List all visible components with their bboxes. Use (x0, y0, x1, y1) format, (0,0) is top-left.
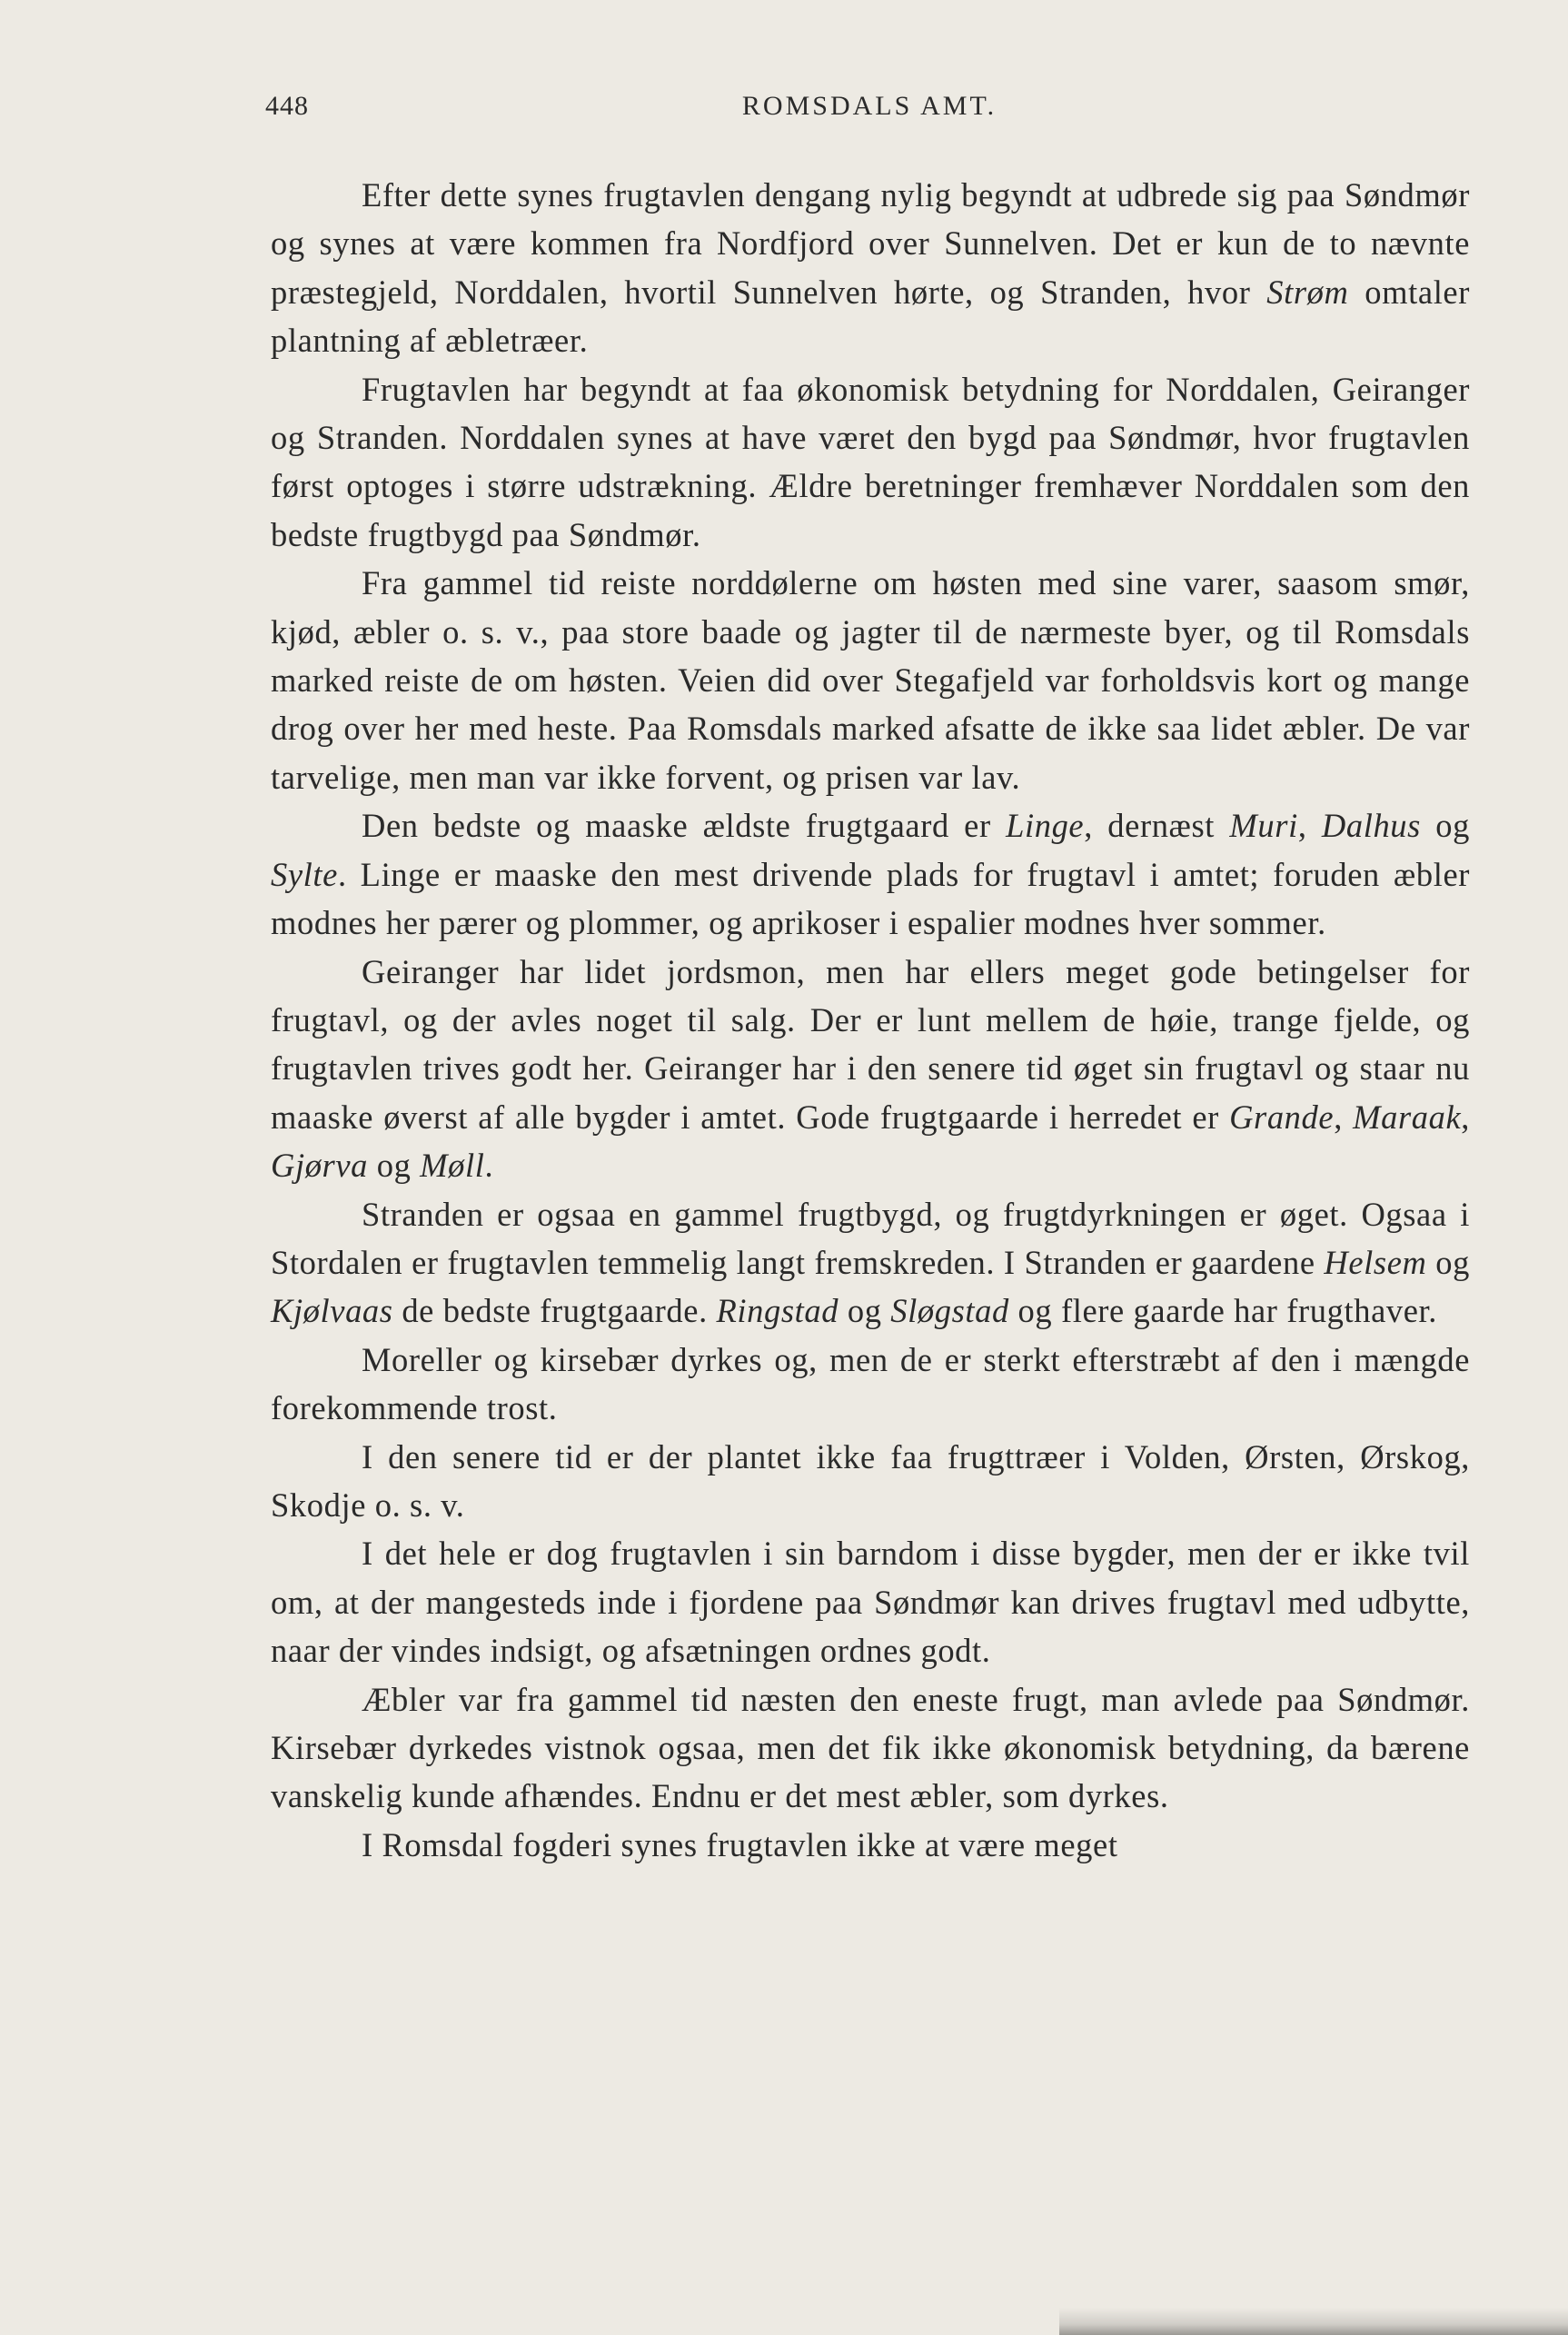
paragraph-text: Efter dette synes frugtavlen dengang nylig begyndt at udbrede sig paa Søndmør og synes at være kommen fra Nordfjord over Sunnelven. Det er kun de to nævnte præstegjeld, Norddalen, hvortil Sunnelven hørte, og Stranden, hvor (271, 176, 1470, 311)
paragraph-text: Moreller og kirsebær dyrkes og, men de er sterkt efterstræbt af den i mængde forekommende trost. (271, 1340, 1470, 1427)
paragraph-text: Geiranger har lidet jordsmon, men har ellers meget gode betingelser for frugtavl, og der avles noget til salg. Der er lunt mellem de høie, trange fjelde, og frugtavlen trives godt her. Geiranger har i den senere tid øget sin frugtavl og staar nu maaske øverst af alle bygder i amtet. Gode frugtgaarde i herredet er (271, 952, 1470, 1136)
paragraph-text: , (1297, 807, 1322, 845)
paragraph-text: og (1420, 807, 1470, 845)
paragraph-text: og (839, 1292, 891, 1330)
paragraph-text: omtaler plantning af æbletræer. (271, 273, 1470, 360)
farm-name: Gjørva (271, 1147, 369, 1185)
farm-name: Møll (420, 1147, 485, 1185)
paragraph-text: Den bedste og maaske ældste frugtgaard er (362, 807, 1007, 845)
farm-name: Sløgstad (890, 1292, 1009, 1330)
farm-name: Sylte (271, 855, 338, 893)
paragraph-text: og flere gaarde har frugthaver. (1008, 1292, 1437, 1330)
paragraph-10 (271, 1675, 1470, 1821)
paragraph-text: , (1334, 1098, 1354, 1136)
paragraph-1 (271, 171, 1470, 365)
paragraph-text: Æbler var fra gammel tid næsten den eneste frugt, man avlede paa Søndmør. Kirsebær dyrkedes vistnok ogsaa, men det fik ikke økonomisk betydning, da bærene vanskelig kunde afhændes. Endnu er det mest æbler, som dyrkes. (271, 1680, 1470, 1815)
italic-name: Strøm (1266, 273, 1349, 311)
paragraph-text: Stranden er ogsaa en gammel frugtbygd, og frugtdyrkningen er øget. Ogsaa i Stordalen er frugtavlen temmelig langt fremskreden. I Stranden er gaardene (271, 1195, 1470, 1281)
farm-name: Linge (1006, 807, 1085, 845)
farm-name: Grande (1229, 1098, 1335, 1136)
paragraph-text: , dernæst (1084, 807, 1230, 845)
paragraph-text: og (1426, 1243, 1470, 1281)
farm-name: Ringstad (716, 1292, 839, 1330)
running-head (265, 91, 1474, 127)
farm-name: Dalhus (1321, 807, 1421, 845)
farm-name: Maraak (1353, 1098, 1462, 1136)
paragraph-2 (271, 365, 1470, 560)
paragraph-text: . (484, 1147, 494, 1185)
paragraph-text: I Romsdal fogderi synes frugtavlen ikke at være meget (362, 1825, 1118, 1863)
paragraph-text: Fra gammel tid reiste norddølerne om høsten med sine varer, saasom smør, kjød, æbler o. s. v., paa store baade og jagter til de nærmeste byer, og til Romsdals marked reiste de om høsten. Veien did over Stegafjeld var forholdsvis kort og mange drog over her med heste. Paa Romsdals marked afsatte de ikke saa lidet æbler. De var tarvelige, men man var ikke forvent, og prisen var lav. (271, 564, 1470, 796)
paragraph-text: . Linge er maaske den mest drivende plads for frugtavl i amtet; foruden æbler modnes her pærer og plommer, og aprikoser i espalier modnes hver sommer. (271, 855, 1470, 942)
paragraph-text: og (368, 1147, 421, 1185)
farm-name: Muri (1229, 807, 1298, 845)
paragraph-text: de bedste frugtgaarde. (392, 1292, 717, 1330)
paragraph-text: I den senere tid er der plantet ikke faa frugttræer i Volden, Ørsten, Ørskog, Skodje o. s. v. (271, 1437, 1470, 1524)
farm-name: Kjølvaas (271, 1292, 393, 1330)
paragraph-4 (271, 801, 1470, 947)
body-text (271, 171, 1470, 1869)
paragraph-8 (271, 1433, 1470, 1530)
paragraph-5 (271, 948, 1470, 1190)
farm-name: Helsem (1324, 1243, 1427, 1281)
paragraph-11 (271, 1821, 1470, 1869)
paragraph-7 (271, 1336, 1470, 1433)
running-title: ROMSDALS AMT. (741, 91, 997, 121)
page-edge-shadow (1059, 2308, 1568, 2335)
paragraph-text: Frugtavlen har begyndt at faa økonomisk betydning for Norddalen, Geiranger og Stranden. Norddalen synes at have været den bygd paa Søndmør, hvor frugtavlen først optoges i større udstrækning. Ældre beretninger fremhæver Norddalen som den bedste frugtbygd paa Søndmør. (271, 370, 1470, 553)
paragraph-text: I det hele er dog frugtavlen i sin barndom i disse bygder, men der er ikke tvil om, at der mangesteds inde i fjordene paa Søndmør kan drives frugtavl med udbytte, naar der vindes indsigt, og afsætningen ordnes godt. (271, 1535, 1470, 1670)
paragraph-text: , (1461, 1098, 1470, 1136)
paragraph-3 (271, 559, 1470, 801)
page-number: 448 (265, 91, 309, 121)
paragraph-9 (271, 1529, 1470, 1674)
paragraph-6 (271, 1190, 1470, 1336)
